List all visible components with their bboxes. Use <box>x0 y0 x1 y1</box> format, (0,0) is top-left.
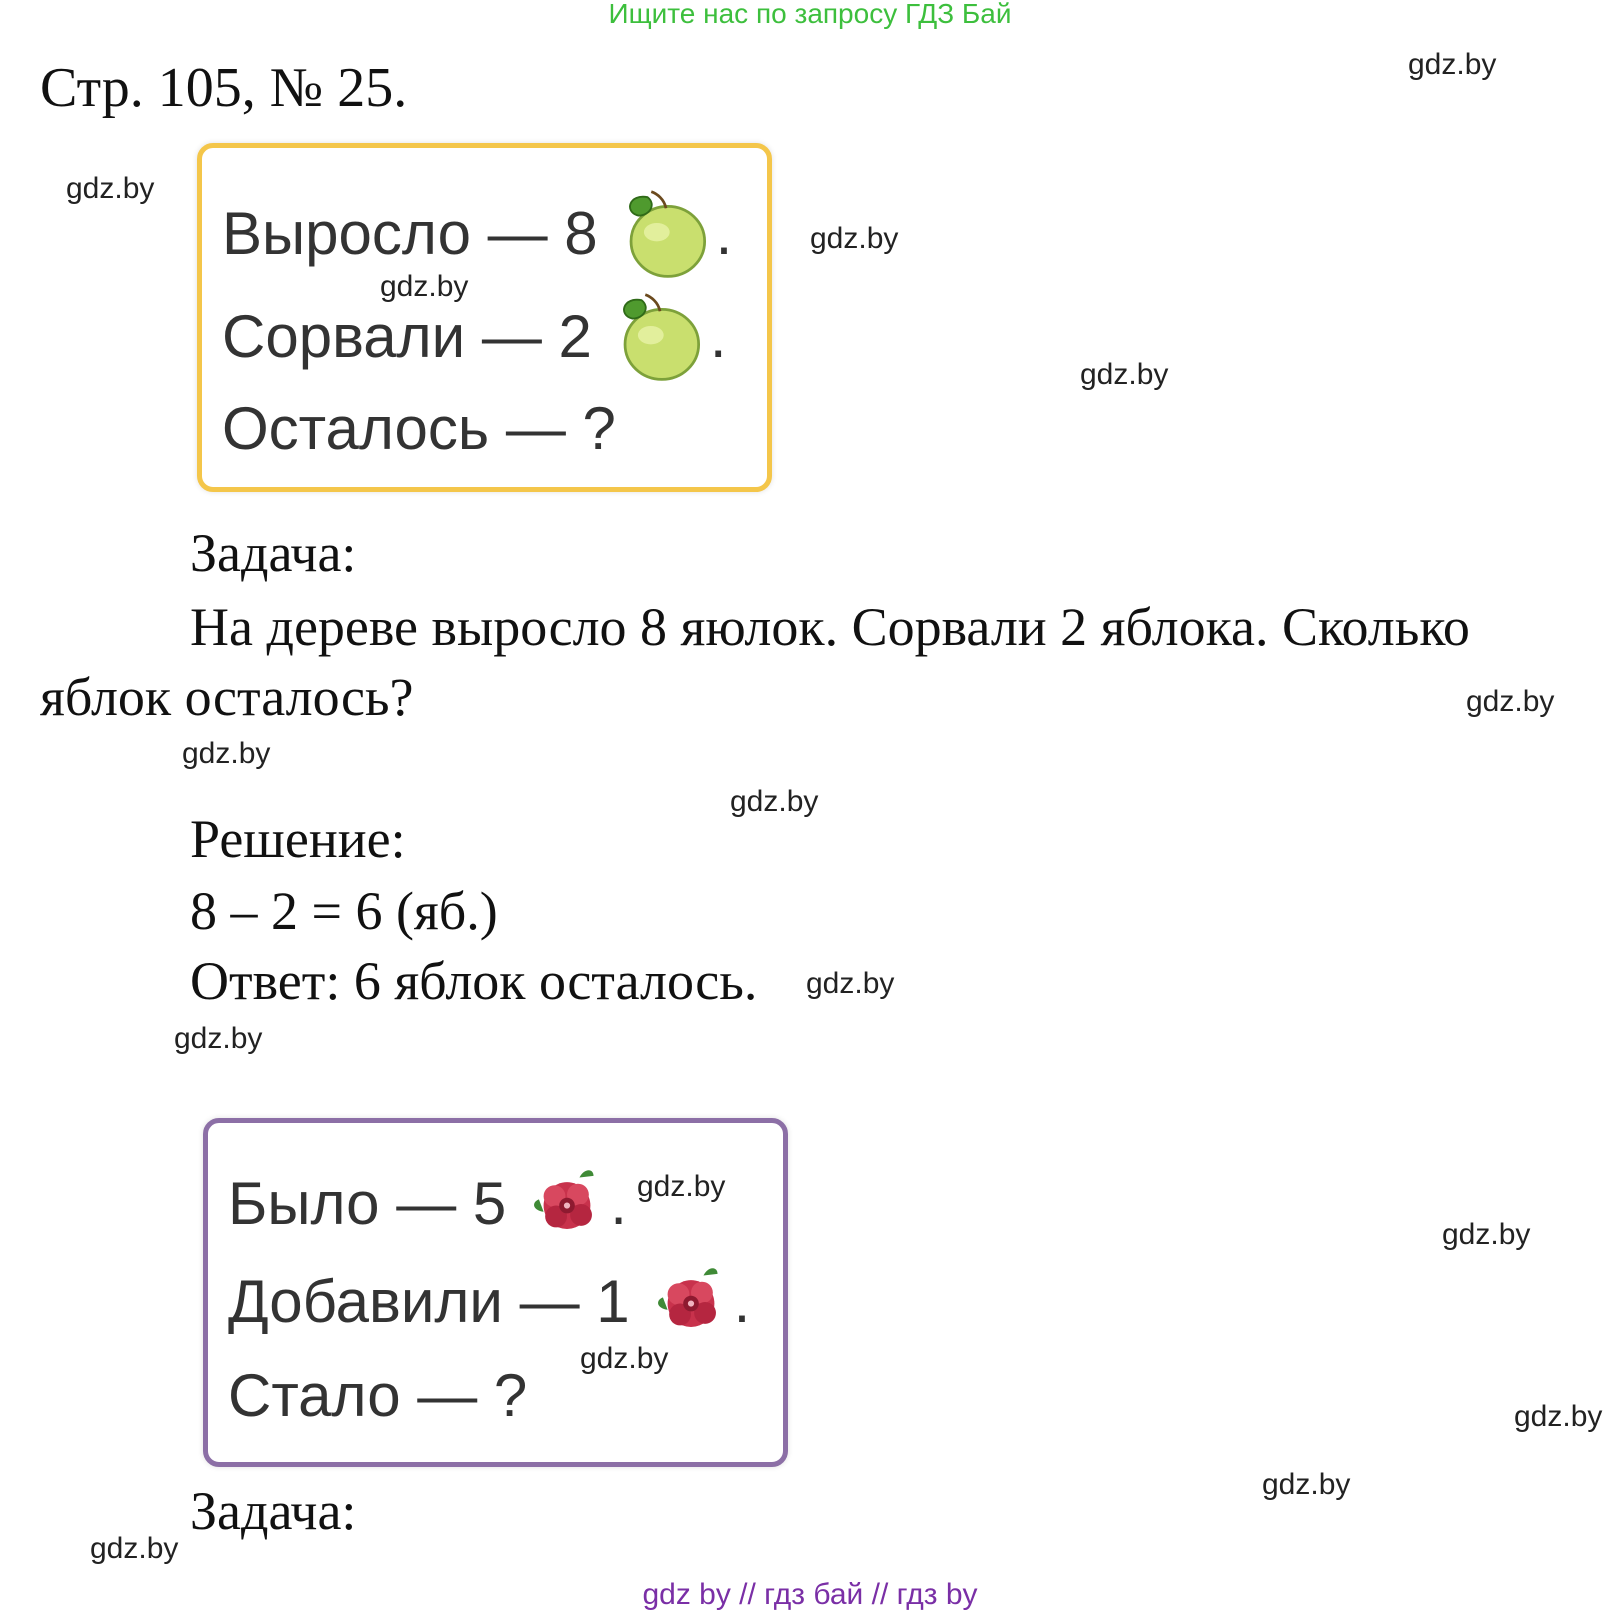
card-line-was <box>228 1165 627 1243</box>
problem-text: На дереве выросло 8 яюлок. Сорвали 2 яблока. Сколько яблок осталось? <box>40 597 1470 727</box>
watermark: gdz.by <box>182 737 271 770</box>
solution-equation: 8 – 2 = 6 (яб.) <box>190 881 498 941</box>
card-line-dot: . <box>715 200 733 267</box>
watermark: gdz.by <box>1466 685 1555 718</box>
card-line-text: Сорвали — 2 <box>222 303 592 370</box>
watermark: gdz.by <box>806 967 895 1000</box>
card-line-left <box>222 394 616 464</box>
watermark: gdz.by <box>730 785 819 818</box>
card-line-picked <box>222 291 727 383</box>
watermark: gdz.by <box>1442 1218 1531 1251</box>
top-banner: Ищите нас по запросу ГДЗ Бай <box>608 0 1012 29</box>
card-line-dot: . <box>610 1170 627 1237</box>
watermark: gdz.by <box>174 1022 263 1055</box>
footer-links: gdz by // гдз бай // гдз by <box>642 1578 978 1611</box>
green-apple-icon <box>614 291 706 383</box>
red-flower-icon <box>652 1263 730 1341</box>
card-line-text: Было — 5 <box>228 1170 507 1237</box>
watermark: gdz.by <box>66 172 155 205</box>
watermark: gdz.by <box>1408 48 1497 81</box>
task-heading: Задача: <box>190 523 357 583</box>
watermark: gdz.by <box>1514 1400 1603 1433</box>
card-line-text: Добавили — 1 <box>228 1268 630 1335</box>
watermark: gdz.by <box>810 222 899 255</box>
watermark: gdz.by <box>1080 358 1169 391</box>
card-line-added <box>228 1263 750 1341</box>
card-line-text: Стало — ? <box>228 1362 528 1429</box>
watermark: gdz.by <box>637 1170 726 1203</box>
red-flower-icon <box>528 1165 606 1243</box>
watermark: gdz.by <box>1262 1468 1351 1501</box>
card-line-text: Выросло — 8 <box>222 200 598 267</box>
apple-problem-card <box>197 143 772 492</box>
answer-text: Ответ: 6 яблок осталось. <box>190 951 758 1011</box>
card-line-dot: . <box>709 303 727 370</box>
watermark: gdz.by <box>380 270 469 303</box>
page-title: Стр. 105, № 25. <box>40 57 408 119</box>
card-line-grown <box>222 188 732 280</box>
green-apple-icon <box>620 188 712 280</box>
watermark: gdz.by <box>580 1342 669 1375</box>
watermark: gdz.by <box>90 1532 179 1565</box>
card-line-became <box>228 1361 527 1431</box>
solution-heading: Решение: <box>190 809 406 869</box>
card-line-text: Осталось — ? <box>222 395 616 462</box>
task-heading-2: Задача: <box>190 1481 357 1541</box>
card-line-dot: . <box>733 1268 751 1335</box>
